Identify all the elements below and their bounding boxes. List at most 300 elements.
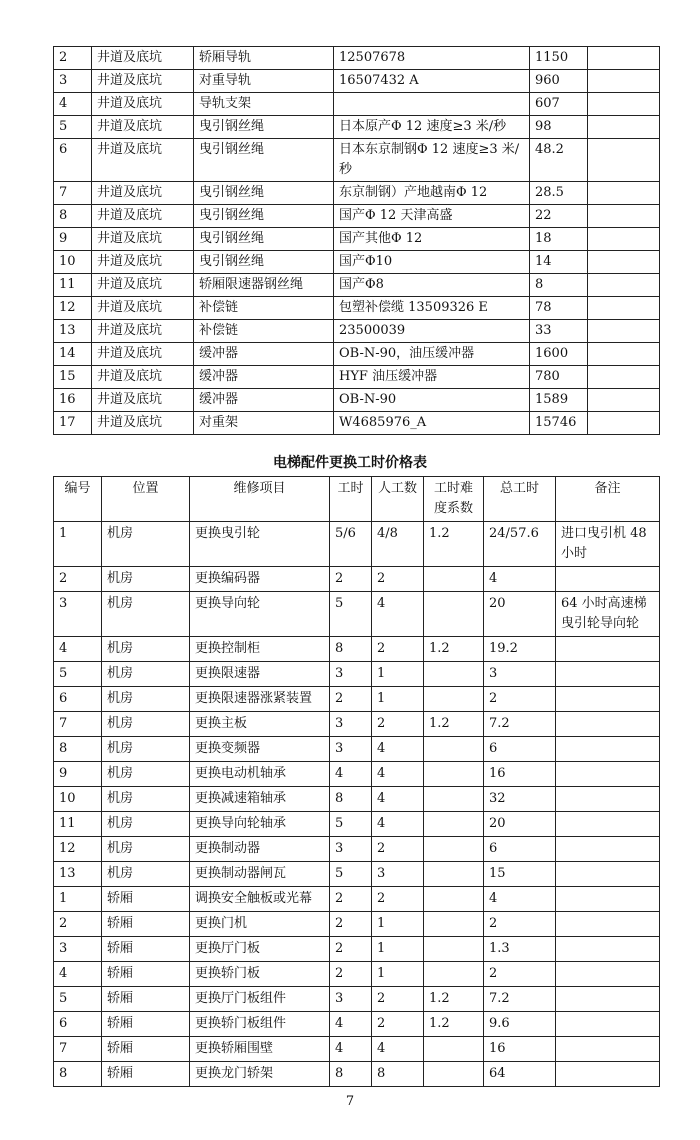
table-cell: 更换限速器 <box>190 662 330 687</box>
table-row <box>54 812 660 837</box>
table-cell <box>556 762 660 787</box>
table-cell: 1 <box>372 662 424 687</box>
table-cell <box>424 1037 484 1062</box>
table-cell: 更换编码器 <box>190 567 330 592</box>
table-cell <box>556 567 660 592</box>
table-cell <box>424 837 484 862</box>
table-cell: 轿厢限速器钢丝绳 <box>194 274 334 297</box>
table-cell: 8 <box>330 1062 372 1087</box>
table-cell: 2 <box>372 637 424 662</box>
table-cell: 日本东京制钢Φ 12 速度≥3 米/秒 <box>334 139 530 182</box>
table-cell: 对重导轨 <box>194 70 334 93</box>
table-cell: 井道及底坑 <box>92 343 194 366</box>
table-row <box>54 637 660 662</box>
parts-price-table <box>53 46 660 435</box>
table-cell <box>424 787 484 812</box>
table-cell: 33 <box>530 320 588 343</box>
table-cell: 24/57.6 <box>484 522 556 567</box>
table-row <box>54 47 660 70</box>
table-cell: 2 <box>484 962 556 987</box>
table-cell: 3 <box>330 987 372 1012</box>
table-cell <box>424 887 484 912</box>
table-cell: 井道及底坑 <box>92 70 194 93</box>
table-cell: 8 <box>330 637 372 662</box>
table-cell: 2 <box>54 567 102 592</box>
column-header: 人工数 <box>372 477 424 522</box>
table-cell: 1.2 <box>424 522 484 567</box>
table-cell <box>334 93 530 116</box>
table-row <box>54 937 660 962</box>
table-row <box>54 522 660 567</box>
table-row <box>54 228 660 251</box>
table-cell: 12 <box>54 837 102 862</box>
table-cell: 曳引钢丝绳 <box>194 116 334 139</box>
table-cell: 轿厢 <box>102 912 190 937</box>
table-cell: 2 <box>330 887 372 912</box>
table-cell: 4 <box>372 762 424 787</box>
table-cell: 5 <box>54 662 102 687</box>
table-cell: 1 <box>54 522 102 567</box>
table-cell: 机房 <box>102 812 190 837</box>
table-cell <box>588 93 660 116</box>
table-cell: 轿厢导轨 <box>194 47 334 70</box>
table-row <box>54 70 660 93</box>
table-cell: 4 <box>484 887 556 912</box>
table-row <box>54 887 660 912</box>
column-header: 工时难度系数 <box>424 477 484 522</box>
table-cell: 3 <box>54 937 102 962</box>
table-cell <box>556 937 660 962</box>
table-row <box>54 205 660 228</box>
table-cell: 轿厢 <box>102 1037 190 1062</box>
table-cell: 22 <box>530 205 588 228</box>
table-cell <box>556 862 660 887</box>
table-cell: 8 <box>54 205 92 228</box>
table-cell: 日本原产Φ 12 速度≥3 米/秒 <box>334 116 530 139</box>
table-cell: 井道及底坑 <box>92 182 194 205</box>
table-cell: 缓冲器 <box>194 343 334 366</box>
table-cell <box>424 762 484 787</box>
table-cell: 5 <box>54 987 102 1012</box>
table-cell: 更换导向轮轴承 <box>190 812 330 837</box>
table-cell: 井道及底坑 <box>92 205 194 228</box>
table-cell: 井道及底坑 <box>92 47 194 70</box>
table-cell <box>556 912 660 937</box>
table-cell: 32 <box>484 787 556 812</box>
column-header: 编号 <box>54 477 102 522</box>
column-header: 工时 <box>330 477 372 522</box>
table-cell: 2 <box>330 567 372 592</box>
table-cell <box>588 412 660 435</box>
table-cell: 13 <box>54 320 92 343</box>
table-cell <box>588 70 660 93</box>
table-title: 电梯配件更换工时价格表 <box>273 455 427 471</box>
table-cell: 10 <box>54 787 102 812</box>
table-cell: 2 <box>484 912 556 937</box>
table-cell: 机房 <box>102 592 190 637</box>
table-cell <box>588 139 660 182</box>
table-cell: 井道及底坑 <box>92 274 194 297</box>
table-cell: 4 <box>54 962 102 987</box>
table-row <box>54 366 660 389</box>
table-cell <box>588 366 660 389</box>
table-cell: 4 <box>330 1012 372 1037</box>
table-cell: 8 <box>54 1062 102 1087</box>
table-cell: 7 <box>54 182 92 205</box>
table-cell: 3 <box>330 662 372 687</box>
table-cell: 4 <box>372 812 424 837</box>
table-cell: 12 <box>54 297 92 320</box>
table-cell <box>588 116 660 139</box>
table-cell <box>588 343 660 366</box>
table-cell: 16 <box>54 389 92 412</box>
table-cell <box>424 592 484 637</box>
column-header: 总工时 <box>484 477 556 522</box>
table-cell: 1589 <box>530 389 588 412</box>
table-cell <box>556 687 660 712</box>
table-cell: 11 <box>54 812 102 837</box>
table-cell <box>424 862 484 887</box>
table-cell: 1 <box>372 912 424 937</box>
table-cell: 曳引钢丝绳 <box>194 251 334 274</box>
table-cell: 2 <box>372 567 424 592</box>
table-cell <box>556 712 660 737</box>
table-cell: 缓冲器 <box>194 389 334 412</box>
table-row <box>54 762 660 787</box>
table-cell: 15746 <box>530 412 588 435</box>
table-cell: 更换减速箱轴承 <box>190 787 330 812</box>
table-cell: 4 <box>372 737 424 762</box>
table-cell: 5 <box>330 592 372 637</box>
page-number: 7 <box>345 1094 355 1109</box>
table-cell <box>556 1012 660 1037</box>
table-cell: 10 <box>54 251 92 274</box>
table-cell: 曳引钢丝绳 <box>194 228 334 251</box>
table-row <box>54 139 660 182</box>
table-cell: W4685976_A <box>334 412 530 435</box>
table-cell: OB-N-90 <box>334 389 530 412</box>
table-cell: 井道及底坑 <box>92 228 194 251</box>
table-cell: 4 <box>372 592 424 637</box>
table-cell: 64 小时高速梯曳引轮导向轮 <box>556 592 660 637</box>
table-cell: 18 <box>530 228 588 251</box>
table-row <box>54 116 660 139</box>
table-cell: 2 <box>484 687 556 712</box>
table-cell: 轿厢 <box>102 1062 190 1087</box>
table-cell <box>556 987 660 1012</box>
table-cell: 960 <box>530 70 588 93</box>
table-cell: 16507432 A <box>334 70 530 93</box>
table-cell: 井道及底坑 <box>92 297 194 320</box>
table-row <box>54 862 660 887</box>
table-row <box>54 389 660 412</box>
table-cell: 64 <box>484 1062 556 1087</box>
table-cell: 1.2 <box>424 1012 484 1037</box>
table-cell: 调换安全触板或光幕 <box>190 887 330 912</box>
table-cell: 4 <box>54 637 102 662</box>
table-cell: 1 <box>372 962 424 987</box>
table-cell: 更换轿门板 <box>190 962 330 987</box>
table-cell: 机房 <box>102 762 190 787</box>
table-cell: 4 <box>330 762 372 787</box>
table-cell: 17 <box>54 412 92 435</box>
table-cell: 14 <box>54 343 92 366</box>
table-cell: 机房 <box>102 687 190 712</box>
table-cell: 8 <box>54 737 102 762</box>
table-cell: 对重架 <box>194 412 334 435</box>
table-cell: 2 <box>372 987 424 1012</box>
table-cell: 国产Φ10 <box>334 251 530 274</box>
table-cell: 更换控制柜 <box>190 637 330 662</box>
table-cell <box>556 637 660 662</box>
table-cell <box>424 1062 484 1087</box>
table-cell: 3 <box>54 592 102 637</box>
table-cell: 48.2 <box>530 139 588 182</box>
table-row <box>54 1037 660 1062</box>
table-cell: 9.6 <box>484 1012 556 1037</box>
table-cell: 28.5 <box>530 182 588 205</box>
table-cell: 4 <box>484 567 556 592</box>
table-row <box>54 592 660 637</box>
table-cell: 井道及底坑 <box>92 139 194 182</box>
table-row <box>54 987 660 1012</box>
table-cell: 8 <box>330 787 372 812</box>
table-cell: 补偿链 <box>194 297 334 320</box>
table-cell: 4 <box>372 1037 424 1062</box>
table-cell <box>588 297 660 320</box>
table-cell: 3 <box>54 70 92 93</box>
table-cell <box>424 962 484 987</box>
table-cell: 国产其他Φ 12 <box>334 228 530 251</box>
table-cell <box>588 274 660 297</box>
table-cell: 3 <box>484 662 556 687</box>
table-cell: 16 <box>484 1037 556 1062</box>
table-cell: 5 <box>54 116 92 139</box>
table-row <box>54 687 660 712</box>
table-cell: 1 <box>372 687 424 712</box>
table-cell: 更换电动机轴承 <box>190 762 330 787</box>
table-cell <box>556 737 660 762</box>
table-cell: 机房 <box>102 662 190 687</box>
table-cell: 更换轿厢围壁 <box>190 1037 330 1062</box>
table-cell: 机房 <box>102 837 190 862</box>
table-cell: 轿厢 <box>102 962 190 987</box>
table-cell: 机房 <box>102 637 190 662</box>
table-cell: 东京制钢）产地越南Φ 12 <box>334 182 530 205</box>
table-cell: 78 <box>530 297 588 320</box>
table-row <box>54 297 660 320</box>
table-cell: 曳引钢丝绳 <box>194 139 334 182</box>
table-cell: 井道及底坑 <box>92 93 194 116</box>
table-cell: 更换制动器 <box>190 837 330 862</box>
table-cell <box>424 912 484 937</box>
table-cell: 3 <box>330 837 372 862</box>
column-header: 备注 <box>556 477 660 522</box>
table-cell: 机房 <box>102 712 190 737</box>
table-row <box>54 1062 660 1087</box>
table-cell: 井道及底坑 <box>92 366 194 389</box>
table-cell: 2 <box>54 47 92 70</box>
table-cell: 机房 <box>102 737 190 762</box>
table-cell <box>588 389 660 412</box>
table-cell: 6 <box>484 737 556 762</box>
table-cell <box>424 567 484 592</box>
table-cell: 8 <box>530 274 588 297</box>
table-row <box>54 567 660 592</box>
table-cell <box>424 812 484 837</box>
table-cell: 4 <box>372 787 424 812</box>
table-cell: 井道及底坑 <box>92 116 194 139</box>
table-cell <box>556 662 660 687</box>
table-cell: 8 <box>372 1062 424 1087</box>
table-cell: 轿厢 <box>102 887 190 912</box>
table-row <box>54 787 660 812</box>
table-cell: 98 <box>530 116 588 139</box>
table-cell: 1.2 <box>424 987 484 1012</box>
table-cell <box>556 962 660 987</box>
table-cell: 更换厅门板组件 <box>190 987 330 1012</box>
table-cell: 4 <box>54 93 92 116</box>
table-cell: 15 <box>484 862 556 887</box>
table-cell: 6 <box>54 687 102 712</box>
table-cell: 5 <box>330 812 372 837</box>
table-cell <box>424 737 484 762</box>
table-cell: 3 <box>330 712 372 737</box>
table-cell: OB-N-90，油压缓冲器 <box>334 343 530 366</box>
table-cell: 607 <box>530 93 588 116</box>
table-cell: 2 <box>372 712 424 737</box>
table-row <box>54 182 660 205</box>
table-cell: 1600 <box>530 343 588 366</box>
table-cell: 2 <box>330 962 372 987</box>
table-cell: 6 <box>54 139 92 182</box>
table-cell: 23500039 <box>334 320 530 343</box>
table-cell: 缓冲器 <box>194 366 334 389</box>
table-cell: 机房 <box>102 567 190 592</box>
table-cell: 2 <box>330 937 372 962</box>
table-cell: 机房 <box>102 787 190 812</box>
table-cell: 更换曳引轮 <box>190 522 330 567</box>
table-cell: 国产Φ8 <box>334 274 530 297</box>
table-cell <box>556 812 660 837</box>
table-cell: 1.3 <box>484 937 556 962</box>
table-row <box>54 93 660 116</box>
table-cell: 井道及底坑 <box>92 412 194 435</box>
column-header: 位置 <box>102 477 190 522</box>
table-cell: 更换主板 <box>190 712 330 737</box>
table-cell: 更换厅门板 <box>190 937 330 962</box>
column-header: 维修项目 <box>190 477 330 522</box>
table-cell <box>424 937 484 962</box>
table-cell: 7 <box>54 712 102 737</box>
table-cell: 曳引钢丝绳 <box>194 182 334 205</box>
table-cell: 9 <box>54 762 102 787</box>
table-row <box>54 837 660 862</box>
table-cell: 2 <box>372 837 424 862</box>
table-cell: 包塑补偿缆 13509326 E <box>334 297 530 320</box>
table-cell: 机房 <box>102 862 190 887</box>
table-cell <box>588 251 660 274</box>
table-cell: 14 <box>530 251 588 274</box>
table-cell: 2 <box>54 912 102 937</box>
table-cell: 13 <box>54 862 102 887</box>
table-cell: 轿厢 <box>102 987 190 1012</box>
table-cell: 3 <box>372 862 424 887</box>
table-cell: 5 <box>330 862 372 887</box>
table-row <box>54 412 660 435</box>
table-cell: 11 <box>54 274 92 297</box>
table-cell <box>556 887 660 912</box>
table-cell: 更换轿门板组件 <box>190 1012 330 1037</box>
table-cell: 更换制动器闸瓦 <box>190 862 330 887</box>
table-cell <box>556 1037 660 1062</box>
table-row <box>54 912 660 937</box>
table-cell: 井道及底坑 <box>92 320 194 343</box>
table-cell: 1150 <box>530 47 588 70</box>
table-row <box>54 343 660 366</box>
table-header-row <box>54 477 660 522</box>
table-cell: 5/6 <box>330 522 372 567</box>
table-cell <box>588 228 660 251</box>
table-cell: 更换龙门轿架 <box>190 1062 330 1087</box>
table-cell: 导轨支架 <box>194 93 334 116</box>
table-cell: 1.2 <box>424 637 484 662</box>
table-cell: 9 <box>54 228 92 251</box>
table-cell: 更换门机 <box>190 912 330 937</box>
table-cell: 19.2 <box>484 637 556 662</box>
table-cell: 2 <box>330 687 372 712</box>
table-row <box>54 662 660 687</box>
table-cell: 井道及底坑 <box>92 389 194 412</box>
table-cell: 2 <box>372 887 424 912</box>
table-cell: 补偿链 <box>194 320 334 343</box>
table-cell: 20 <box>484 592 556 637</box>
table-cell: 2 <box>330 912 372 937</box>
table-cell <box>424 662 484 687</box>
table-cell: 更换变频器 <box>190 737 330 762</box>
table-cell: 2 <box>372 1012 424 1037</box>
table-cell: 780 <box>530 366 588 389</box>
table-cell: 曳引钢丝绳 <box>194 205 334 228</box>
table-cell: 12507678 <box>334 47 530 70</box>
table-cell: 井道及底坑 <box>92 251 194 274</box>
table-row <box>54 712 660 737</box>
table-cell <box>588 182 660 205</box>
table-cell: 机房 <box>102 522 190 567</box>
table-row <box>54 1012 660 1037</box>
table-cell: 更换导向轮 <box>190 592 330 637</box>
table-cell: 7.2 <box>484 987 556 1012</box>
table-cell: 轿厢 <box>102 1012 190 1037</box>
table-cell: 国产Φ 12 天津高盛 <box>334 205 530 228</box>
table-cell: HYF 油压缓冲器 <box>334 366 530 389</box>
table-cell: 轿厢 <box>102 937 190 962</box>
table-cell <box>588 47 660 70</box>
table-cell <box>556 837 660 862</box>
table-cell: 1 <box>54 887 102 912</box>
table-cell <box>556 787 660 812</box>
table-cell <box>424 687 484 712</box>
table-row <box>54 251 660 274</box>
table-cell: 4/8 <box>372 522 424 567</box>
table-cell: 更换限速器涨紧装置 <box>190 687 330 712</box>
table-row <box>54 274 660 297</box>
table-cell: 7 <box>54 1037 102 1062</box>
table-cell <box>588 320 660 343</box>
table-cell <box>588 205 660 228</box>
table-cell: 16 <box>484 762 556 787</box>
table-cell: 6 <box>54 1012 102 1037</box>
